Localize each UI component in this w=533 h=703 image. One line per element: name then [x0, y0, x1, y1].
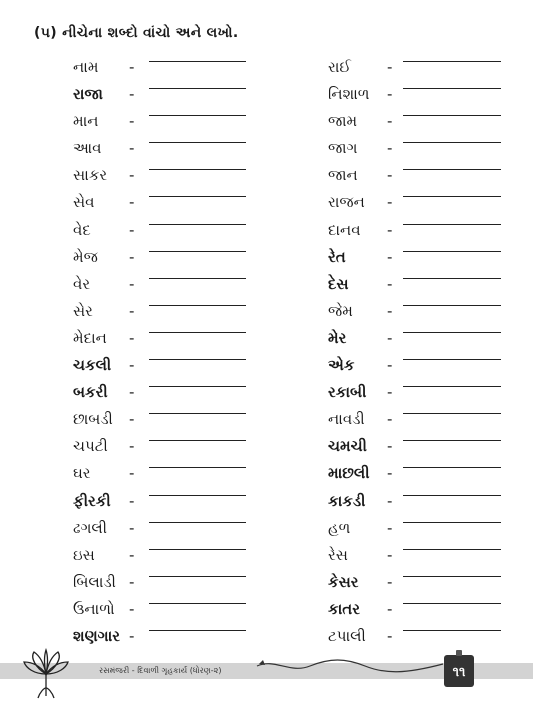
dash-separator: -: [387, 599, 393, 618]
word-label: નામ: [73, 58, 99, 76]
writing-line[interactable]: [403, 522, 501, 523]
dash-separator: -: [129, 274, 135, 293]
dash-separator: -: [387, 464, 393, 483]
writing-line[interactable]: [149, 88, 246, 89]
writing-line[interactable]: [149, 115, 246, 116]
dash-separator: -: [129, 193, 135, 212]
dash-separator: -: [387, 85, 393, 104]
dash-separator: -: [129, 410, 135, 429]
writing-line[interactable]: [149, 630, 246, 631]
writing-line[interactable]: [403, 61, 501, 62]
dash-separator: -: [129, 139, 135, 158]
word-label: ઇસ: [73, 545, 95, 564]
dash-separator: -: [387, 166, 393, 185]
word-label: કાકડી: [328, 491, 366, 510]
word-label: સેવ: [73, 193, 95, 212]
word-label: રાજન: [328, 193, 365, 212]
word-label: વેદ: [73, 220, 91, 239]
dash-separator: -: [129, 572, 135, 591]
writing-line[interactable]: [403, 386, 501, 387]
dash-separator: -: [129, 599, 135, 618]
word-label: કાતર: [328, 599, 360, 618]
word-label: દેસ: [328, 274, 349, 293]
writing-line[interactable]: [403, 251, 501, 252]
word-label: સેર: [73, 301, 93, 320]
writing-line[interactable]: [149, 61, 246, 62]
dash-separator: -: [387, 193, 393, 212]
dash-separator: -: [129, 58, 135, 76]
dash-separator: -: [129, 247, 135, 266]
writing-line[interactable]: [403, 467, 501, 468]
writing-line[interactable]: [149, 549, 246, 550]
word-label: શણગાર: [73, 626, 121, 645]
word-label: રેત: [328, 247, 346, 266]
dash-separator: -: [387, 274, 393, 293]
word-label: ચમચી: [328, 437, 367, 456]
writing-line[interactable]: [403, 630, 501, 631]
dash-separator: -: [387, 112, 393, 131]
dash-separator: -: [387, 139, 393, 158]
word-label: માછલી: [328, 464, 370, 483]
word-label: રકાબી: [328, 383, 367, 402]
word-label: મેજ: [73, 247, 98, 266]
dash-separator: -: [387, 220, 393, 239]
word-label: હળ: [328, 518, 351, 537]
word-label: નાવડી: [328, 410, 365, 429]
writing-line[interactable]: [149, 603, 246, 604]
writing-line[interactable]: [149, 467, 246, 468]
word-label: જામ: [328, 112, 358, 131]
dash-separator: -: [129, 85, 135, 104]
word-label: આવ: [73, 139, 102, 158]
writing-line[interactable]: [403, 413, 501, 414]
dash-separator: -: [129, 491, 135, 510]
word-label: જાગ: [328, 139, 358, 158]
dash-separator: -: [129, 518, 135, 537]
writing-line[interactable]: [149, 305, 246, 306]
writing-line[interactable]: [403, 549, 501, 550]
dash-separator: -: [387, 491, 393, 510]
exercise-heading: (૫) નીચેના શબ્દો વાંચો અને લખો.: [34, 25, 239, 41]
writing-line[interactable]: [403, 115, 501, 116]
dash-separator: -: [387, 626, 393, 645]
dash-separator: -: [129, 383, 135, 402]
writing-line[interactable]: [149, 440, 246, 441]
word-label: બકરી: [73, 383, 108, 402]
word-label: રેસ: [328, 545, 348, 564]
dash-separator: -: [387, 545, 393, 564]
writing-line[interactable]: [403, 142, 501, 143]
writing-line[interactable]: [403, 576, 501, 577]
vine-decoration: [255, 654, 445, 676]
dash-separator: -: [387, 328, 393, 347]
writing-line[interactable]: [149, 196, 246, 197]
dash-separator: -: [129, 112, 135, 131]
writing-line[interactable]: [403, 224, 501, 225]
writing-line[interactable]: [149, 413, 246, 414]
writing-line[interactable]: [149, 359, 246, 360]
writing-line[interactable]: [149, 251, 246, 252]
flower-decoration: [22, 648, 70, 700]
dash-separator: -: [387, 383, 393, 402]
dash-separator: -: [387, 356, 393, 375]
dash-separator: -: [129, 220, 135, 239]
word-label: રાજા: [73, 85, 103, 104]
dash-separator: -: [129, 545, 135, 564]
word-label: ઢગલી: [73, 518, 108, 537]
word-label: સાકર: [73, 166, 108, 185]
dash-separator: -: [387, 410, 393, 429]
word-label: દાનવ: [328, 220, 361, 239]
dash-separator: -: [387, 247, 393, 266]
writing-line[interactable]: [149, 576, 246, 577]
word-label: રાઈ: [328, 58, 352, 76]
writing-line[interactable]: [403, 196, 501, 197]
word-label: ટપાલી: [328, 626, 366, 645]
word-label: બિલાડી: [73, 572, 116, 591]
writing-line[interactable]: [149, 224, 246, 225]
word-label: ફીરકી: [73, 491, 111, 510]
dash-separator: -: [387, 301, 393, 320]
writing-line[interactable]: [403, 440, 501, 441]
dash-separator: -: [387, 437, 393, 456]
word-label: ચકલી: [73, 356, 112, 375]
writing-line[interactable]: [403, 495, 501, 496]
word-label: કેસર: [328, 572, 359, 591]
footer-text: રસમંજરી - દિવાળી ગૃહકાર્ય (ધોરણ-૨): [99, 666, 222, 675]
dash-separator: -: [129, 626, 135, 645]
dash-separator: -: [387, 518, 393, 537]
writing-line[interactable]: [149, 278, 246, 279]
dash-separator: -: [129, 328, 135, 347]
word-label: જેમ: [328, 301, 353, 320]
writing-line[interactable]: [149, 522, 246, 523]
writing-line[interactable]: [403, 359, 501, 360]
word-label: જાન: [328, 166, 358, 185]
dash-separator: -: [129, 356, 135, 375]
word-label: ઘર: [73, 464, 91, 483]
word-label: મેર: [328, 328, 347, 347]
writing-line[interactable]: [403, 305, 501, 306]
writing-line[interactable]: [149, 495, 246, 496]
writing-line[interactable]: [149, 142, 246, 143]
word-label: નિશાળ: [328, 85, 370, 104]
page-number-badge: ૧૧: [444, 655, 474, 687]
word-label: માન: [73, 112, 99, 131]
writing-line[interactable]: [149, 386, 246, 387]
word-label: એક: [328, 356, 355, 375]
writing-line[interactable]: [149, 169, 246, 170]
dash-separator: -: [129, 437, 135, 456]
word-label: વેર: [73, 274, 91, 293]
dash-separator: -: [387, 58, 393, 76]
word-label: મેદાન: [73, 328, 107, 347]
dash-separator: -: [129, 301, 135, 320]
word-label: ચપટી: [73, 437, 108, 456]
dash-separator: -: [129, 464, 135, 483]
writing-line[interactable]: [149, 332, 246, 333]
writing-line[interactable]: [403, 169, 501, 170]
writing-line[interactable]: [403, 88, 501, 89]
writing-line[interactable]: [403, 603, 501, 604]
writing-line[interactable]: [403, 332, 501, 333]
dash-separator: -: [387, 572, 393, 591]
word-label: છાબડી: [73, 410, 113, 429]
writing-line[interactable]: [403, 278, 501, 279]
dash-separator: -: [129, 166, 135, 185]
word-label: ઉનાળો: [73, 599, 115, 618]
